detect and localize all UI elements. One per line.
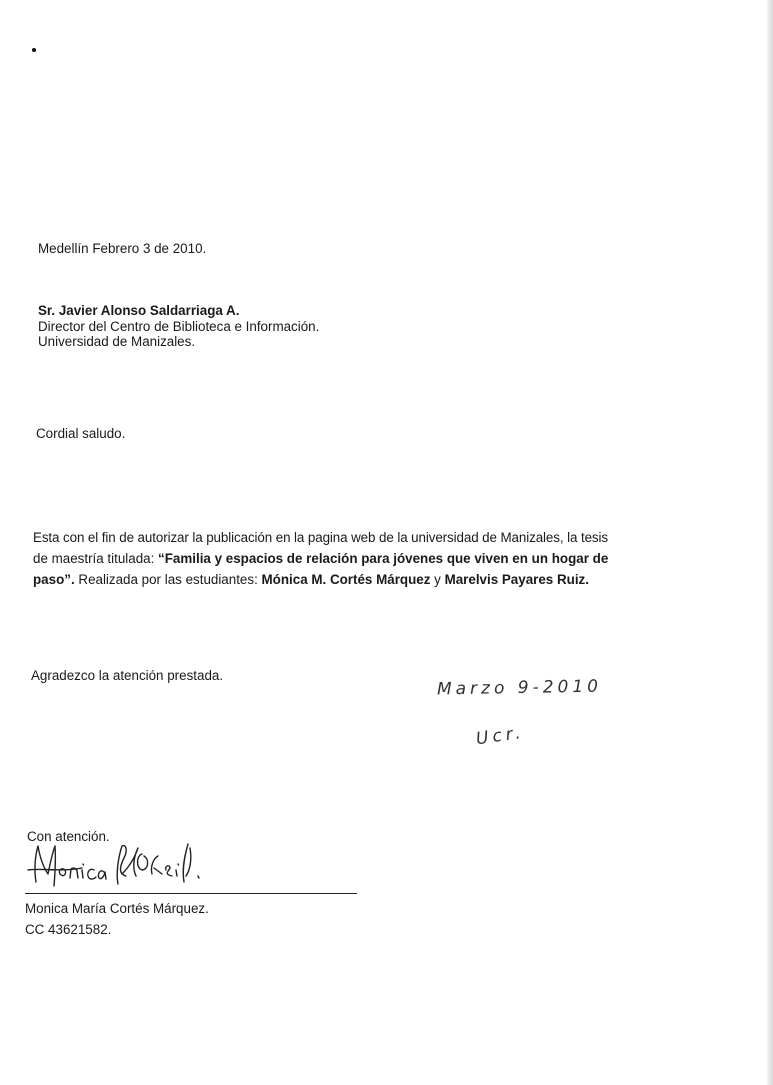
body-line-3-and: y: [430, 572, 445, 587]
recipient-organization: Universidad de Manizales.: [38, 334, 196, 349]
letter-body: [33, 527, 633, 590]
letter-date: Medellín Febrero 3 de 2010.: [38, 241, 207, 256]
signature-line: [25, 893, 357, 894]
body-line-2: [33, 548, 633, 569]
body-line-2-prefix: de maestría titulada:: [33, 551, 159, 566]
thanks-line: Agradezco la atención prestada.: [31, 668, 224, 683]
signer-name: Monica María Cortés Márquez.: [25, 901, 209, 916]
thesis-title-part-2: paso”.: [33, 572, 75, 587]
body-line-3: [33, 569, 633, 590]
handwritten-note-date: Marzo 9-2010: [436, 676, 603, 700]
handwritten-note-initials: Ucr.: [474, 722, 526, 750]
closing-line: Con atención.: [27, 829, 110, 844]
body-line-1: Esta con el fin de autorizar la publicación en la pagina web de la universidad de Manizales, la tesis: [33, 530, 608, 545]
signer-id: CC 43621582.: [25, 922, 112, 937]
student-2: Marelvis Payares Ruiz.: [444, 572, 589, 587]
recipient-name: Sr. Javier Alonso Saldarriaga A.: [38, 303, 240, 318]
handwritten-signature: [22, 834, 212, 896]
greeting: Cordial saludo.: [36, 426, 126, 441]
student-1: Mónica M. Cortés Márquez: [261, 572, 431, 587]
body-line-3-text: Realizada por las estudiantes:: [74, 572, 262, 587]
thesis-title-part-1: “Familia y espacios de relación para jóvenes que viven en un hogar de: [158, 551, 609, 566]
scan-speck: [32, 48, 36, 52]
scan-edge-shadow: [767, 0, 773, 1085]
recipient-title: Director del Centro de Biblioteca e Información.: [38, 319, 320, 334]
